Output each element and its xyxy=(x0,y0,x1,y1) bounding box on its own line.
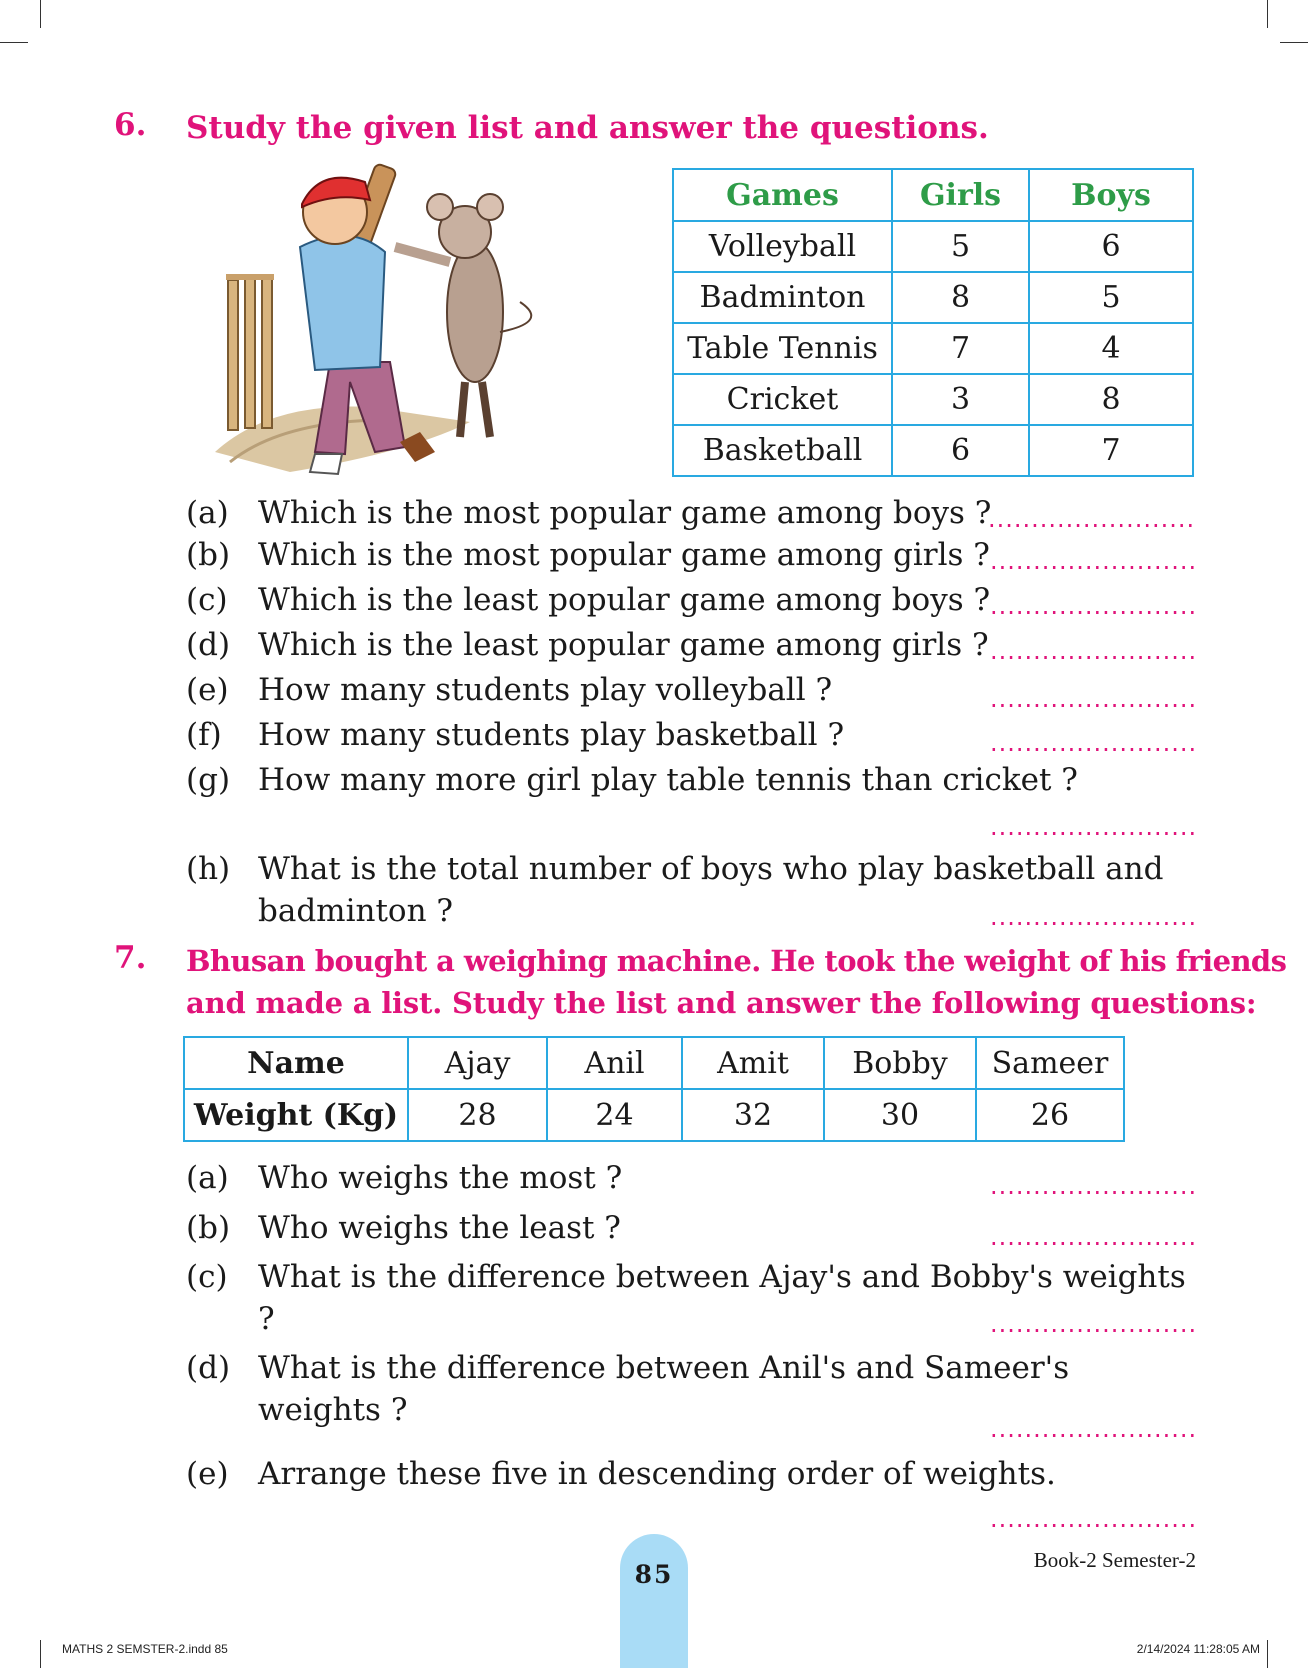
table-row xyxy=(184,1037,1124,1089)
sub-question-label: (h) xyxy=(186,851,231,887)
table-cell: Volleyball xyxy=(673,221,892,272)
sub-question-label: (d) xyxy=(186,1350,231,1386)
table-row xyxy=(673,221,1193,272)
answer-blank[interactable]: ........................ xyxy=(990,685,1198,713)
boy-batting-with-mouse-icon xyxy=(210,152,580,482)
table-row xyxy=(673,323,1193,374)
table-cell: Sameer xyxy=(976,1037,1124,1089)
question-number: 7. xyxy=(114,940,147,976)
sub-question-text: How many more girl play table tennis than cricket ? xyxy=(258,762,1078,798)
question-heading-line: Bhusan bought a weighing machine. He took the weight of his friends xyxy=(186,944,1287,978)
sub-question-text: Arrange these five in descending order of weights. xyxy=(258,1456,1056,1492)
sub-question-text: How many students play basketball ? xyxy=(258,717,845,753)
table-row xyxy=(673,272,1193,323)
table-cell: 24 xyxy=(547,1089,682,1141)
answer-blank[interactable]: ........................ xyxy=(990,1415,1198,1443)
table-cell: Basketball xyxy=(673,425,892,476)
sub-question-text: Which is the most popular game among boys ? xyxy=(258,495,992,531)
sub-question-text: What is the difference between Ajay's and Bobby's weights ? xyxy=(258,1259,1186,1337)
sub-question-label: (e) xyxy=(186,672,229,708)
sub-question-text: Which is the least popular game among boys ? xyxy=(258,582,991,618)
table-cell: 32 xyxy=(682,1089,824,1141)
crop-mark xyxy=(1280,42,1308,43)
table-cell: Anil xyxy=(547,1037,682,1089)
answer-blank[interactable]: ........................ xyxy=(990,592,1198,620)
table-row xyxy=(673,374,1193,425)
question-heading: Study the given list and answer the questions. xyxy=(186,110,989,146)
answer-blank[interactable]: ........................ xyxy=(990,1223,1198,1251)
table-header-cell: Boys xyxy=(1029,169,1193,221)
sub-question-text: Who weighs the most ? xyxy=(258,1160,623,1196)
sub-question-text: How many students play volleyball ? xyxy=(258,672,833,708)
crop-mark xyxy=(1267,1640,1268,1668)
sub-question-label: (b) xyxy=(186,1210,231,1246)
question-heading-line: and made a list. Study the list and answer the following questions: xyxy=(186,986,1257,1020)
table-cell: Table Tennis xyxy=(673,323,892,374)
answer-blank[interactable]: ........................ xyxy=(990,547,1198,575)
answer-blank[interactable]: ........................ xyxy=(990,1172,1198,1200)
row-header-cell: Name xyxy=(184,1037,408,1089)
games-table xyxy=(672,168,1194,477)
table-row xyxy=(184,1089,1124,1141)
print-slug-left: MATHS 2 SEMSTER-2.indd 85 xyxy=(62,1642,228,1656)
sub-question-text: What is the total number of boys who play basketball and xyxy=(258,851,1164,887)
table-cell: Ajay xyxy=(408,1037,547,1089)
answer-blank[interactable]: ........................ xyxy=(990,729,1198,757)
sub-question-label: (c) xyxy=(186,1259,228,1295)
page-number-tab xyxy=(620,1534,688,1668)
answer-blank[interactable]: ........................ xyxy=(990,1505,1198,1533)
sub-question-text: What is the difference between Anil's and Sameer's weights ? xyxy=(258,1350,1070,1428)
row-header-cell: Weight (Kg) xyxy=(184,1089,408,1141)
table-header-row xyxy=(673,169,1193,221)
table-cell: 5 xyxy=(892,221,1029,272)
table-cell: Badminton xyxy=(673,272,892,323)
sub-question-label: (a) xyxy=(186,495,229,531)
table-cell: 7 xyxy=(892,323,1029,374)
sub-question-label: (e) xyxy=(186,1456,229,1492)
crop-mark xyxy=(40,1640,41,1668)
page-number: 85 xyxy=(634,1560,674,1589)
table-cell: Bobby xyxy=(824,1037,976,1089)
sub-question-text: Which is the most popular game among girls ? xyxy=(258,537,990,573)
sub-question-text: Who weighs the least ? xyxy=(258,1210,621,1246)
crop-mark xyxy=(0,42,28,43)
sub-question-text: Which is the least popular game among girls ? xyxy=(258,627,989,663)
answer-blank[interactable]: ........................ xyxy=(990,813,1198,841)
sub-question-label: (b) xyxy=(186,537,231,573)
weights-table xyxy=(183,1036,1125,1142)
table-cell: 4 xyxy=(1029,323,1193,374)
answer-blank[interactable]: ........................ xyxy=(990,903,1198,931)
table-cell: 26 xyxy=(976,1089,1124,1141)
answer-blank[interactable]: ........................ xyxy=(988,505,1196,533)
book-footer: Book-2 Semester-2 xyxy=(1033,1548,1196,1572)
table-cell: 7 xyxy=(1029,425,1193,476)
table-row xyxy=(673,425,1193,476)
sub-question-label: (d) xyxy=(186,627,231,663)
table-cell: 6 xyxy=(1029,221,1193,272)
question-number: 6. xyxy=(114,107,147,143)
answer-blank[interactable]: ........................ xyxy=(990,1310,1198,1338)
sub-question-text-continued: badminton ? xyxy=(258,893,454,929)
table-header-cell: Games xyxy=(673,169,892,221)
sub-question-label: (f) xyxy=(186,717,222,753)
crop-mark xyxy=(40,0,41,28)
table-cell: 8 xyxy=(1029,374,1193,425)
sub-question-label: (c) xyxy=(186,582,228,618)
table-cell: 6 xyxy=(892,425,1029,476)
answer-blank[interactable]: ........................ xyxy=(990,637,1198,665)
crop-mark xyxy=(1267,0,1268,28)
table-cell: Cricket xyxy=(673,374,892,425)
print-slug-right: 2/14/2024 11:28:05 AM xyxy=(1136,1642,1260,1656)
table-header-cell: Girls xyxy=(892,169,1029,221)
table-cell: 5 xyxy=(1029,272,1193,323)
table-cell: 30 xyxy=(824,1089,976,1141)
table-cell: 3 xyxy=(892,374,1029,425)
sub-question-label: (a) xyxy=(186,1160,229,1196)
sub-question-label: (g) xyxy=(186,762,231,798)
table-cell: Amit xyxy=(682,1037,824,1089)
table-cell: 8 xyxy=(892,272,1029,323)
table-cell: 28 xyxy=(408,1089,547,1141)
